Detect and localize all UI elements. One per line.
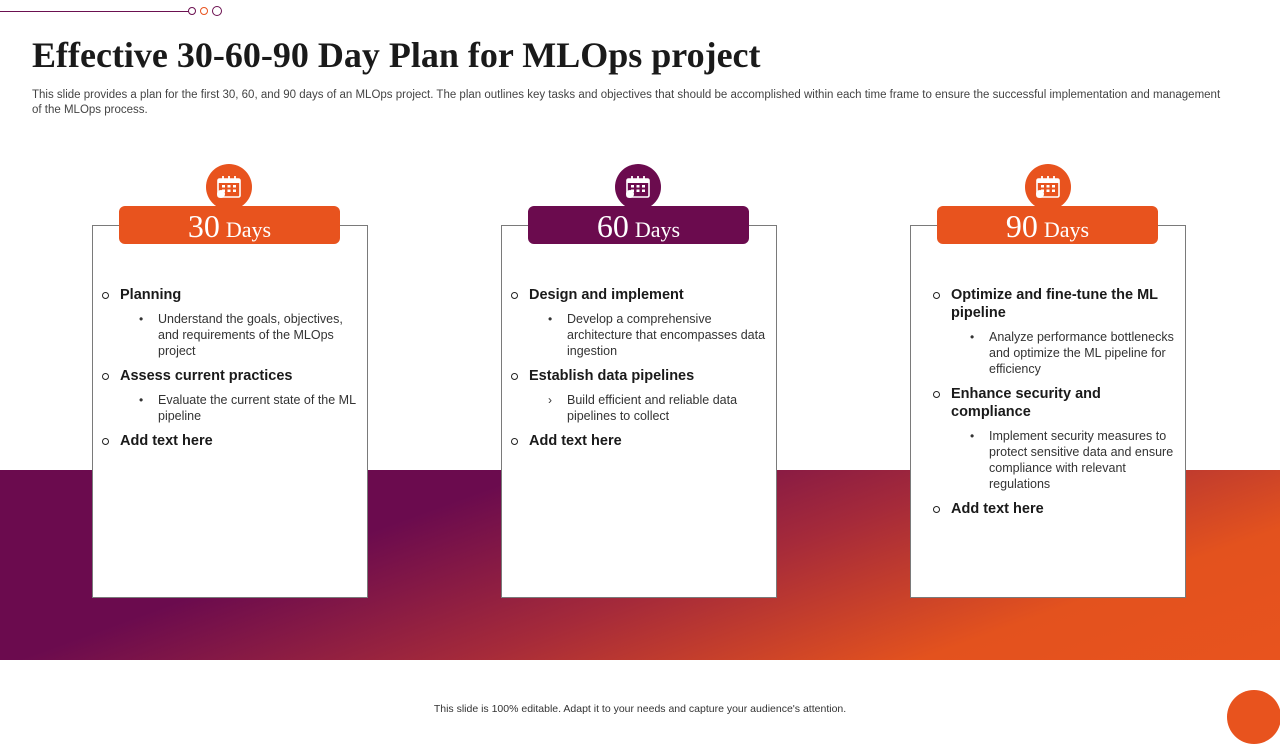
item-heading: Add text here [120, 433, 213, 449]
list-item [101, 432, 361, 450]
card-90-days [910, 225, 1186, 598]
calendar-icon [1025, 164, 1071, 210]
item-heading: Planning [120, 287, 182, 303]
card-30-days [92, 225, 368, 598]
item-detail: • Implement security measures to protect sensitive data and ensure compliance with relevant regulations [970, 429, 1174, 491]
list-item [510, 286, 770, 359]
decorative-dots [188, 6, 222, 16]
item-detail: • Evaluate the current state of the ML pipeline [139, 393, 356, 423]
days-label-30: 30 Days [119, 206, 340, 244]
list-item [101, 286, 361, 359]
list-item [510, 367, 770, 424]
card-60-days [501, 225, 777, 598]
list-item [932, 385, 1177, 492]
item-heading: Optimize and fine-tune the ML pipeline [951, 287, 1158, 321]
item-detail: • Analyze performance bottlenecks and optimize the ML pipeline for efficiency [970, 330, 1174, 376]
item-heading: Add text here [951, 501, 1044, 517]
item-heading: Add text here [529, 433, 622, 449]
footer-note: This slide is 100% editable. Adapt it to your needs and capture your audience's attention. [433, 703, 847, 715]
list-item [932, 286, 1177, 377]
days-label-60: 60 Days [528, 206, 749, 244]
calendar-icon [206, 164, 252, 210]
item-heading: Design and implement [529, 287, 684, 303]
list-item [101, 367, 361, 424]
calendar-icon [615, 164, 661, 210]
item-detail: • Understand the goals, objectives, and requirements of the MLOps project [139, 312, 343, 358]
item-heading: Enhance security and compliance [951, 386, 1101, 420]
list-item [510, 432, 770, 450]
days-label-90: 90 Days [937, 206, 1158, 244]
slide-subtitle: This slide provides a plan for the first 30, 60, and 90 days of an MLOps project. The plan outlines key tasks and objectives that should be accomplished within each time frame to ensure the successful implementation and management of the MLOps process. [32, 89, 1221, 116]
slide-title: Effective 30-60-90 Day Plan for MLOps project [32, 35, 761, 75]
decorative-circle [1227, 690, 1280, 744]
item-detail: › Build efficient and reliable data pipelines to collect [548, 393, 738, 423]
item-heading: Assess current practices [120, 368, 293, 384]
item-detail: • Develop a comprehensive architecture that encompasses data ingestion [548, 312, 766, 358]
decorative-line [0, 11, 190, 12]
list-item [932, 500, 1177, 518]
item-heading: Establish data pipelines [529, 368, 695, 384]
